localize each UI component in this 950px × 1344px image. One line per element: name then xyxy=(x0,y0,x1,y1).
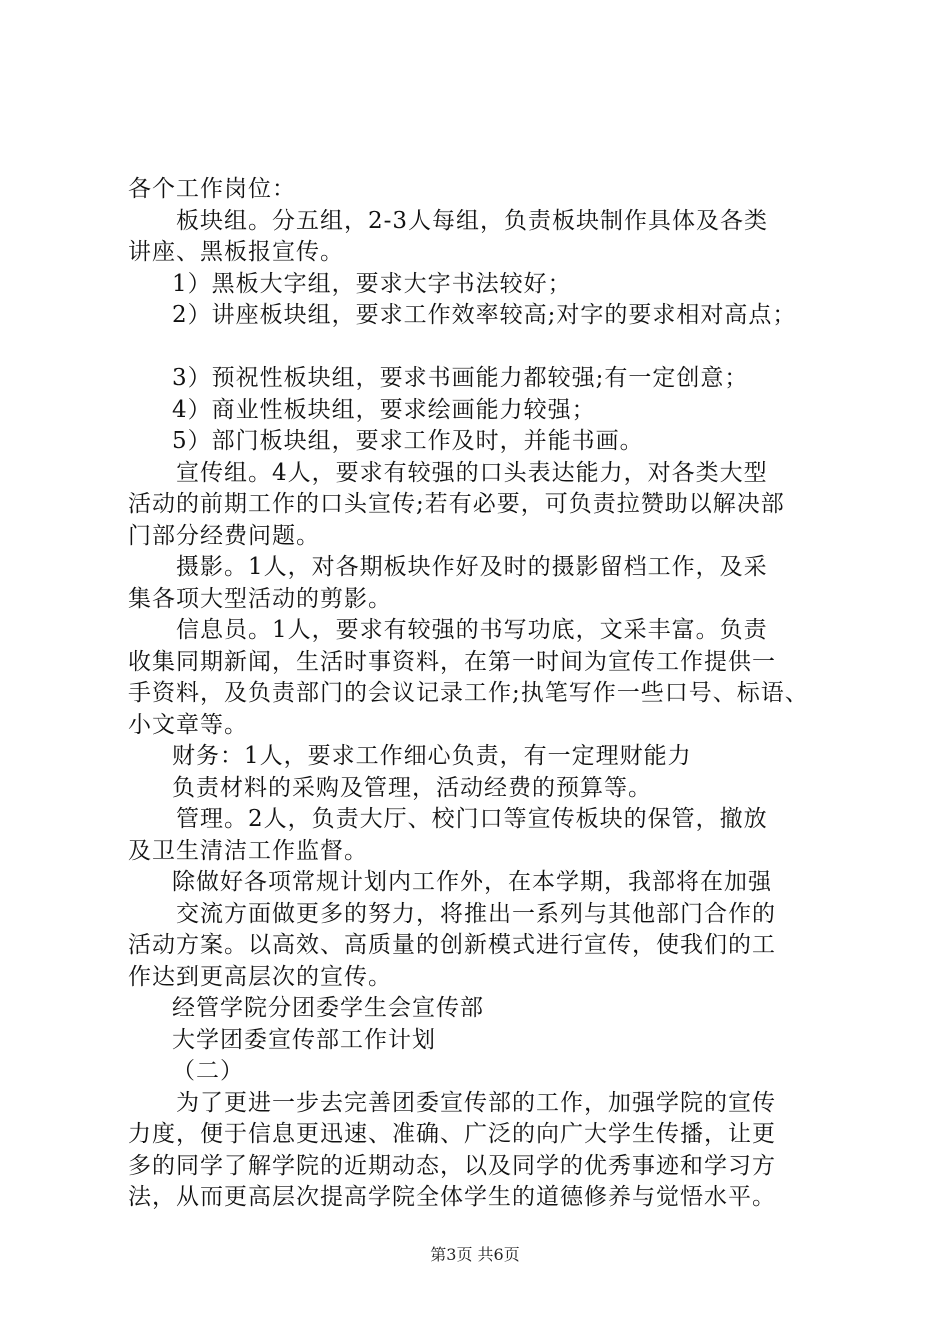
text-line: 活动的前期工作的口头宣传;若有必要，可负责拉赞助以解决部 xyxy=(128,491,785,517)
text-line: 财务：1人，要求工作细心负责，有一定理财能力 xyxy=(172,743,692,769)
text-line: 负责材料的采购及管理，活动经费的预算等。 xyxy=(172,774,652,801)
text-line: 宣传组。4人，要求有较强的口头表达能力，对各类大型 xyxy=(176,459,768,486)
text-line: 3）预祝性板块组，要求书画能力都较强;有一定创意； xyxy=(172,365,749,391)
text-line: 4）商业性板块组，要求绘画能力较强； xyxy=(172,396,596,423)
text-line: 各个工作岗位： xyxy=(128,176,296,202)
text-line: 小文章等。 xyxy=(128,711,248,738)
section-number: （二） xyxy=(172,1058,244,1084)
text-line: 收集同期新闻，生活时事资料，在第一时间为宣传工作提供一 xyxy=(128,648,776,675)
text-line: 门部分经费问题。 xyxy=(128,522,320,549)
text-line: 力度，便于信息更迅速、准确、广泛的向广大学生传播，让更 xyxy=(128,1121,776,1147)
text-line: 管理。2人，负责大厅、校门口等宣传板块的保管，撤放 xyxy=(176,806,768,832)
text-line: 讲座、黑板报宣传。 xyxy=(128,239,344,265)
text-line: 活动方案。以高效、高质量的创新模式进行宣传，使我们的工 xyxy=(128,932,776,958)
text-line: 手资料，及负责部门的会议记录工作;执笔写作一些口号、标语、 xyxy=(128,680,809,706)
text-line: 摄影。1人，对各期板块作好及时的摄影留档工作，及采 xyxy=(176,554,768,580)
text-line: 及卫生清洁工作监督。 xyxy=(128,837,368,864)
text-line: 多的同学了解学院的近期动态，以及同学的优秀事迹和学习方 xyxy=(128,1152,776,1179)
page-number: 第3页 共6页 xyxy=(430,1245,520,1264)
signature-line: 经管学院分团委学生会宣传部 xyxy=(172,995,484,1021)
section-title: 大学团委宣传部工作计划 xyxy=(172,1026,436,1053)
text-line: 除做好各项常规计划内工作外，在本学期，我部将在加强 xyxy=(172,869,772,895)
text-line: 交流方面做更多的努力，将推出一系列与其他部门合作的 xyxy=(176,900,776,927)
text-line: 5）部门板块组，要求工作及时，并能书画。 xyxy=(172,428,644,454)
text-line: 为了更进一步去完善团委宣传部的工作，加强学院的宣传 xyxy=(176,1089,776,1116)
text-line: 2）讲座板块组，要求工作效率较高;对字的要求相对高点； xyxy=(172,302,797,328)
blank-line xyxy=(128,332,840,364)
document-body xyxy=(128,174,840,1214)
text-line: 集各项大型活动的剪影。 xyxy=(128,585,392,612)
text-line: 作达到更高层次的宣传。 xyxy=(128,963,392,990)
text-line: 1）黑板大字组，要求大字书法较好； xyxy=(172,270,572,297)
text-line: 板块组。分五组，2-3人每组，负责板块制作具体及各类 xyxy=(176,207,769,234)
text-line: 信息员。1人，要求有较强的书写功底，文采丰富。负责 xyxy=(176,617,768,643)
text-line: 法，从而更高层次提高学院全体学生的道德修养与觉悟水平。 xyxy=(128,1184,776,1210)
